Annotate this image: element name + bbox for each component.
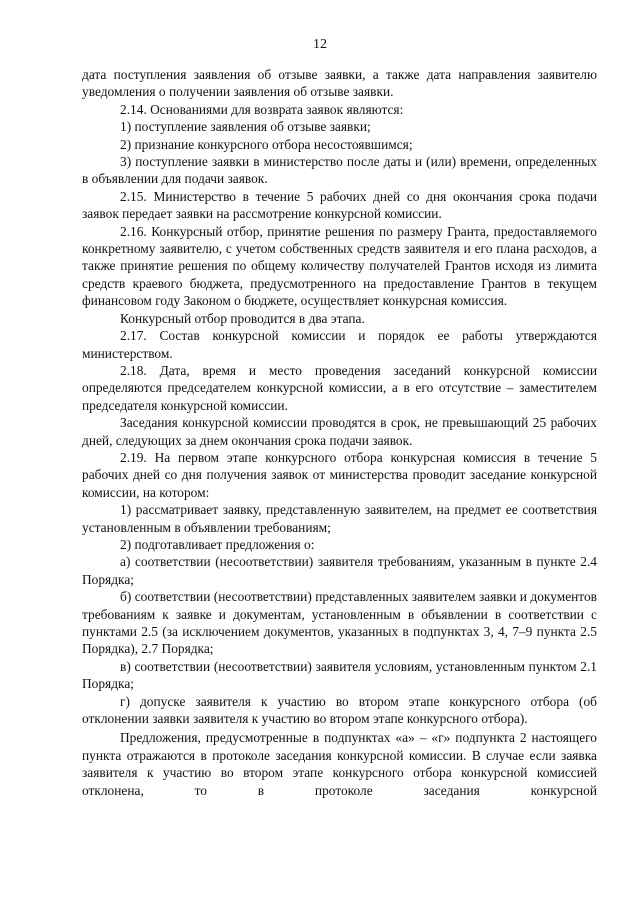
- paragraph: 2.14. Основаниями для возврата заявок являются:: [120, 101, 404, 117]
- paragraph: б) соответствии (несоответствии) представленных заявителем заявки и документов требованиям к заявке и документам, установленным в объявлении в соответствии с пунктами 2.5 (за исключением документов, указанных в подпунктах 3, 4, 7–9 пункта 2.5 Порядка), 2.7 Порядка;: [82, 589, 597, 657]
- paragraph: 2.16. Конкурсный отбор, принятие решения по размеру Гранта, предоставляемого конкретному заявителю, с учетом собственных средств заявителя и его плана расходов, а также принятие решения по общему количеству получателей Грантов исходя из лимита средств краевого бюджета, предусмотренного на предоставление Грантов в текущем финансовом году Законом о бюджете, осуществляет конкурсная комиссия.: [82, 223, 597, 309]
- paragraph: 2) признание конкурсного отбора несостоявшимся;: [120, 136, 413, 152]
- paragraph: Заседания конкурсной комиссии проводятся в срок, не превышающий 25 рабочих дней, следующих за днем окончания срока подачи заявок.: [82, 415, 597, 448]
- paragraph: 3) поступление заявки в министерство после даты и (или) времени, определенных в объявлении для подачи заявок.: [82, 154, 597, 187]
- paragraph: 1) рассматривает заявку, представленную заявителем, на предмет ее соответствия установленным в объявлении требованиям;: [82, 502, 597, 535]
- paragraph: Предложения, предусмотренные в подпунктах «а» – «г» подпункта 2 настоящего пункта отражаются в протоколе заседания конкурсной комиссии. В случае если заявка заявителя к участию во втором этапе конкурсного отбора конкурсной комиссией отклонена, то в протоколе заседания конкурсной: [82, 730, 597, 798]
- paragraph: 2.15. Министерство в течение 5 рабочих дней со дня окончания срока подачи заявок передает заявки на рассмотрение конкурсной комиссии.: [82, 188, 597, 222]
- paragraph: г) допуске заявителя к участию во втором этапе конкурсного отбора (об отклонении заявки заявителя к участию во втором этапе конкурсного отбора).: [82, 693, 597, 727]
- paragraph: Конкурсный отбор проводится в два этапа.: [120, 310, 365, 326]
- page-number: 12: [313, 37, 327, 52]
- paragraph: 2) подготавливает предложения о:: [120, 536, 315, 552]
- document-body: [82, 66, 597, 799]
- paragraph: в) соответствии (несоответствии) заявителя условиям, установленным пунктом 2.1 Порядка;: [82, 658, 597, 692]
- paragraph: 2.18. Дата, время и место проведения заседаний конкурсной комиссии определяются председателем конкурсной комиссии, а в его отсутствие – заместителем председателя конкурсной комиссии.: [82, 362, 597, 413]
- paragraph: дата поступления заявления об отзыве заявки, а также дата направления заявителю уведомления о получении заявления об отзыве заявки.: [82, 67, 597, 100]
- paragraph: 2.19. На первом этапе конкурсного отбора конкурсная комиссия в течение 5 рабочих дней со дня получения заявок от министерства проводит заседание конкурсной комиссии, на котором:: [82, 449, 597, 500]
- paragraph: 2.17. Состав конкурсной комиссии и порядок ее работы утверждаются министерством.: [82, 328, 597, 361]
- paragraph: 1) поступление заявления об отзыве заявки;: [120, 119, 371, 135]
- paragraph: а) соответствии (несоответствии) заявителя требованиям, указанным в пункте 2.4 Порядка;: [82, 554, 597, 587]
